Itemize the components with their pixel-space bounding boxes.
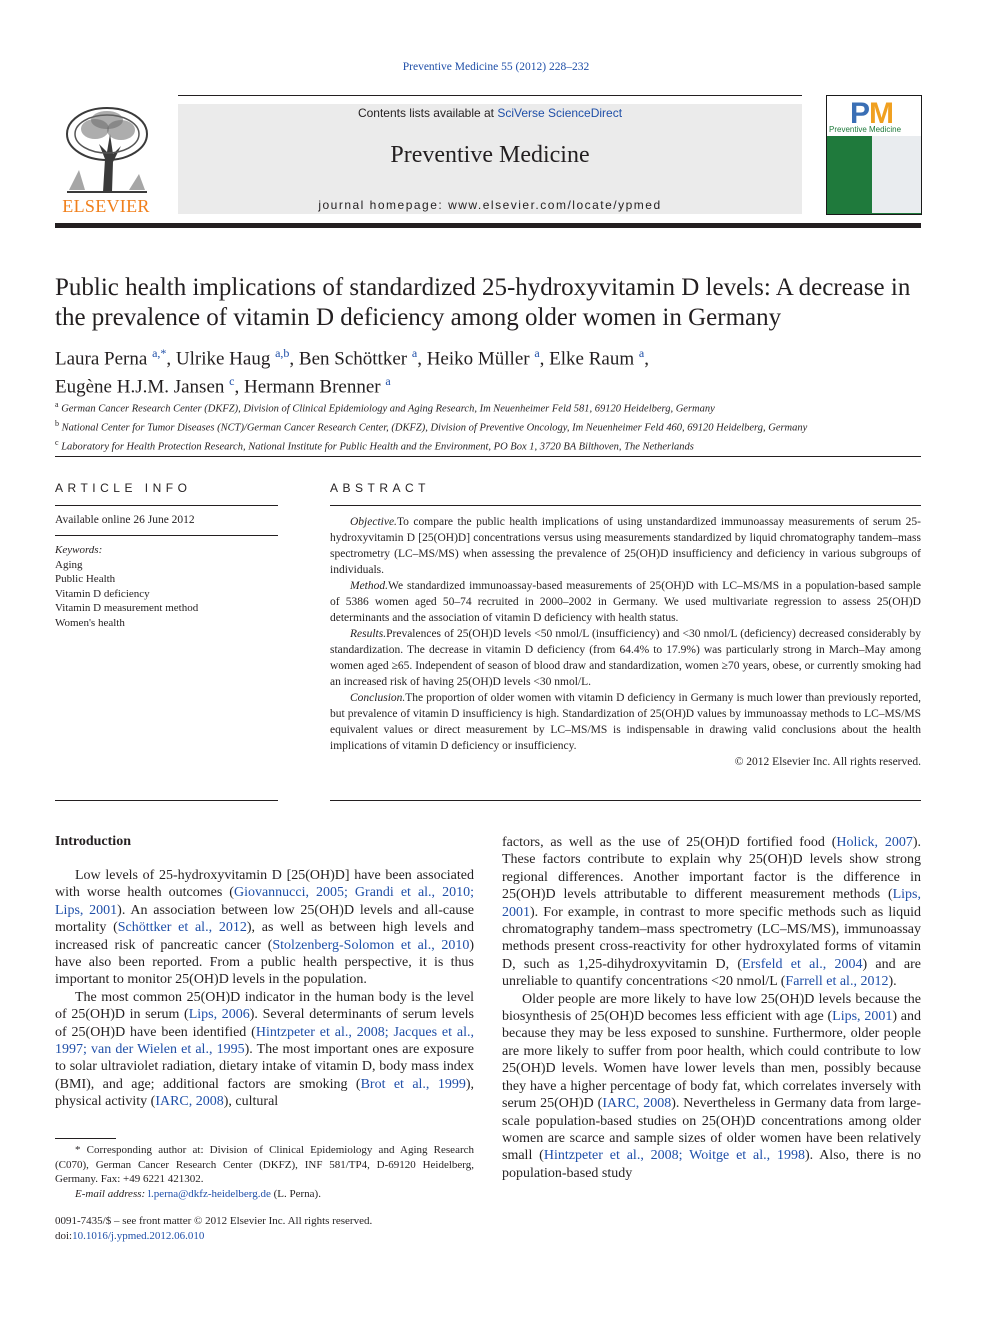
author-name: Eugène H.J.M. Jansen — [55, 376, 225, 398]
email-link[interactable]: l.perna@dkfz-heidelberg.de — [147, 1187, 271, 1200]
corresponding-note: * Corresponding author at: Division of Clinical Epidemiology and Aging Research (C070), German Cancer Research Center (DKFZ), INF 581/TP4, D-69120 Heidelberg, Germany. Fax: +49 6221 421302. — [55, 1144, 474, 1185]
journal-citation[interactable]: Preventive Medicine 55 (2012) 228–232 — [402, 61, 590, 73]
contents-line — [178, 106, 802, 120]
cover-stripe — [872, 136, 921, 213]
left-column-body — [55, 867, 474, 1111]
affiliation — [55, 417, 925, 436]
paragraph-text: Older people are more likely to have low 25(OH)D levels because the biosynthesis of 25(OH)D becomes less efficient with age ( — [502, 991, 921, 1025]
divider — [330, 505, 921, 506]
paragraph-text: ). For example, in contrast to more specific methods such as liquid chromatography tandem–mass spectrometry (LC–MS/MS), immunoassay methods present cross-reactivity for other hydroxylated forms of vitamin D, such as 1,25-dihydroxyvitamin D, ( — [502, 904, 921, 972]
journal-name: Preventive Medicine — [390, 142, 590, 168]
divider — [55, 456, 921, 457]
abstract-body — [330, 514, 921, 770]
paragraph-text: ) and because they may be less exposed to sunshine. Furthermore, older people are more likely to suffer from poor health, which could contribute to low 25(OH)D levels. Women have lower levels than men, possibly because they have a higher percentage of body fat, which correlates inversely with serum 25(OH)D ( — [502, 1009, 922, 1112]
doi-prefix: doi: — [55, 1229, 73, 1242]
objective-label: Objective. — [350, 516, 397, 528]
paragraph-text: ). — [888, 974, 897, 990]
author-affiliation-marker[interactable]: a,b — [275, 346, 290, 360]
issn-line: 0091-7435/$ – see front matter © 2012 Elsevier Inc. All rights reserved. — [55, 1215, 373, 1227]
doi-line — [55, 1229, 372, 1244]
divider — [55, 505, 278, 506]
abstract-conclusion — [330, 690, 921, 754]
article-title: Public health implications of standardized 25-hydroxyvitamin D levels: A decrease in the prevalence of vitamin D deficiency among older women in Germany — [55, 274, 911, 331]
affiliation — [55, 398, 925, 417]
cover-title: Preventive Medicine — [829, 125, 902, 134]
citation-link[interactable]: Schöttker et al., 2012 — [117, 920, 247, 936]
affiliation-marker: b — [55, 418, 59, 428]
citation-link[interactable]: Hintzpeter et al., 2008; Woitge et al., 1998 — [543, 1148, 805, 1164]
author-name: Laura Perna — [55, 348, 148, 370]
citation-link[interactable]: Lips, 2001 — [502, 887, 921, 920]
author-affiliation-marker[interactable]: a — [385, 374, 391, 389]
header-rule — [178, 95, 802, 96]
citation-link[interactable]: IARC, 2008 — [155, 1094, 224, 1110]
citation-link[interactable]: IARC, 2008 — [602, 1096, 672, 1112]
email-note — [55, 1187, 474, 1202]
affiliation — [55, 436, 925, 455]
affiliation-text: Laboratory for Health Protection Research, National Institute for Public Health and the Environment, PO Box 1, 3720 BA Bilthoven, The Netherlands — [58, 441, 694, 453]
paragraph-text: ), as well as between high levels and increased risk of pancreatic cancer ( — [55, 920, 474, 953]
citation-link[interactable]: Stolzenberg-Solomon et al., 2010 — [272, 937, 470, 953]
paragraph-text: factors, as well as the use of 25(OH)D fortified food ( — [502, 835, 837, 850]
author-name: Heiko Müller — [426, 348, 530, 370]
email-suffix: (L. Perna). — [270, 1187, 321, 1200]
right-column-body — [502, 834, 921, 1182]
abstract-heading: ABSTRACT — [330, 481, 431, 495]
cover-letter-p: P — [850, 97, 870, 130]
results-label: Results. — [350, 628, 387, 640]
article-info-heading: ARTICLE INFO — [55, 481, 192, 495]
method-label: Method. — [350, 580, 389, 592]
paragraph-text: ), physical activity ( — [55, 1076, 474, 1110]
paragraph-text: ). These factors contribute to explain why 25(OH)D levels show strong regional differences. Another important factor is the difference in 25(OH)D levels attributable to different measurement methods ( — [502, 835, 921, 903]
author-affiliation-marker[interactable]: c — [229, 374, 235, 389]
paragraph-text: ) and are unreliable to quantify concentrations <20 nmol/L ( — [502, 956, 922, 990]
divider — [55, 535, 278, 536]
abstract-method — [330, 578, 921, 626]
header-thick-rule — [55, 223, 921, 228]
journal-homepage — [178, 198, 802, 212]
keywords-block — [55, 543, 198, 630]
doi-link[interactable]: 10.1016/j.ypmed.2012.06.010 — [72, 1229, 205, 1242]
divider — [55, 800, 278, 801]
footnote-rule — [55, 1138, 116, 1139]
citation-link[interactable]: Giovannucci, 2005; Grandi et al., 2010; Lips, 2001 — [55, 885, 474, 918]
results-text: Prevalences of 25(OH)D levels <50 nmol/L (insufficiency) and <30 nmol/L (deficiency) decreased considerably by standardization. The decrease in vitamin D deficiency (from 64.4% to 17.9%) was particularly strong in March–May among women aged ≥65. Independent of season of blood draw and standardization, women ≥70 years, obese, or currently smoking had an increased risk of having 25(OH)D levels <30 nmol/L. — [330, 628, 921, 688]
citation-link[interactable]: Brot et al., 1999 — [360, 1076, 466, 1092]
author-affiliation-marker[interactable]: a — [411, 346, 418, 360]
author-name: Elke Raum — [549, 348, 635, 370]
elsevier-wordmark: ELSEVIER — [62, 196, 150, 216]
paragraph-text: ) have also been reported. From a public health perspective, it is thus important to monitor 25(OH)D levels in the population. — [55, 937, 474, 988]
keyword: Vitamin D deficiency — [55, 587, 150, 600]
citation-link[interactable]: Hintzpeter et al., 2008; Jacques et al., 1997; van der Wielen et al., 1995 — [55, 1024, 474, 1058]
paragraph-text: ). The most important ones are exposure to solar ultraviolet radiation, dietary intake of vitamin D, body mass index (BMI), and age; additional factors are smoking ( — [55, 1042, 474, 1092]
homepage-url[interactable]: www.elsevier.com/locate/ypmed — [448, 198, 662, 212]
cover-letter-m: M — [869, 97, 894, 130]
keyword: Public Health — [55, 573, 116, 585]
keyword: Women's health — [55, 616, 125, 629]
author-name: Hermann Brenner — [243, 376, 381, 398]
author-name: Ben Schöttker — [298, 348, 408, 370]
sciencedirect-link[interactable]: SciVerse ScienceDirect — [497, 106, 623, 120]
affiliation-marker: c — [55, 437, 59, 447]
paragraph — [502, 834, 921, 991]
paragraph-text: ). An association between low 25(OH)D levels and all-cause mortality ( — [55, 902, 474, 936]
divider — [330, 800, 921, 801]
keyword: Aging — [55, 558, 83, 571]
paragraph — [502, 991, 921, 1182]
citation-link[interactable]: Holick, 2007 — [836, 835, 913, 850]
affiliation-list — [55, 398, 925, 454]
citation-link[interactable]: Lips, 2006 — [188, 1007, 250, 1023]
abstract-objective — [330, 514, 921, 578]
affiliation-marker: a — [55, 400, 59, 409]
paragraph-text: ). Several determinants of serum levels of 25(OH)D have been identified ( — [55, 1007, 474, 1040]
conclusion-label: Conclusion. — [350, 692, 406, 704]
conclusion-text: The proportion of older women with vitamin D deficiency in Germany is much lower than previously reported, but prevalence of vitamin D insufficiency is high. Standardization of 25(OH)D values by immunoassay methods to LC–MS/MS equivalent values or direct measurement by LC–MS/MS is indispensable in drawing valid conclusions about the health implications of vitamin D deficiency or insufficiency. — [330, 692, 921, 752]
available-online-date: Available online 26 June 2012 — [55, 514, 195, 526]
paragraph-text: ). Also, there is no population-based study — [502, 1148, 921, 1181]
method-text: We standardized immunoassay-based measurements of 25(OH)D with LC–MS/MS in a population-based sample of 5386 women aged 50–74 recruited in 2000–2002 in Germany. We used multivariate regression to assess 25(OH)D determinants and the association of vitamin D deficiency with health status. — [330, 580, 921, 624]
author-affiliation-marker[interactable]: a — [534, 346, 540, 360]
keywords-label: Keywords: — [55, 544, 103, 556]
citation-link[interactable]: Lips, 2001 — [832, 1009, 893, 1025]
author-list: Laura Perna $^{a,*}$, Ulrike Haug $^{a,b}$, Ben Schöttker $^a$, Heiko Müller $^a$, Elke Raum $^a$, Eugène H.J.M. Jansen $^c$, Hermann Brenner $^a$ — [55, 346, 649, 398]
author-name: Ulrike Haug — [175, 348, 271, 370]
affiliation-text: National Center for Tumor Diseases (NCT)/German Cancer Research Center, (DKFZ), Division of Preventive Oncology, Im Neuenheimer Feld 460, 69120 Heidelberg, Germany — [59, 422, 808, 434]
front-matter — [55, 1214, 372, 1243]
paragraph-text: The most common 25(OH)D indicator in the human body is the level of 25(OH)D in serum ( — [55, 989, 474, 1023]
contents-prefix: Contents lists available at — [357, 106, 498, 120]
email-label: E-mail address: — [75, 1187, 148, 1200]
keyword: Vitamin D measurement method — [55, 602, 199, 614]
author-affiliation-marker[interactable]: a — [638, 346, 645, 360]
objective-text: To compare the public health implications of using unstandardized immunoassay measurements of serum 25-hydroxyvitamin D [25(OH)D] concentrations versus using measurements standardized by liquid chromatography tandem–mass spectrometry (LC–MS/MS) when assessing the prevalence of 25(OH)D insufficiency and deficiency in various subgroups of individuals. — [330, 516, 921, 576]
citation-link[interactable]: Farrell et al., 2012 — [785, 974, 889, 990]
paragraph-text: ), cultural — [223, 1094, 279, 1110]
paragraph-text: Low levels of 25-hydroxyvitamin D [25(OH)D] have been associated with worse health outcomes ( — [55, 868, 474, 901]
corresponding-author-footnote — [55, 1143, 474, 1201]
author-affiliation-marker[interactable]: a,* — [152, 346, 167, 360]
affiliation-text: German Cancer Research Center (DKFZ), Division of Clinical Epidemiology and Aging Research, Im Neuenheimer Feld 581, 69120 Heidelberg, Germany — [58, 403, 715, 415]
paragraph-text: ). Nevertheless in Germany data from large-scale population-based studies on 25(OH)D concentrations among older women are scarce and sample sizes of older women have been relatively small ( — [502, 1096, 921, 1164]
section-heading-introduction: Introduction — [55, 834, 131, 849]
abstract-results — [330, 626, 921, 690]
citation-link[interactable]: Ersfeld et al., 2004 — [742, 956, 863, 972]
paragraph — [55, 867, 474, 989]
copyright: © 2012 Elsevier Inc. All rights reserved. — [734, 756, 921, 768]
paragraph — [55, 989, 474, 1111]
homepage-prefix: journal homepage: — [318, 198, 449, 212]
